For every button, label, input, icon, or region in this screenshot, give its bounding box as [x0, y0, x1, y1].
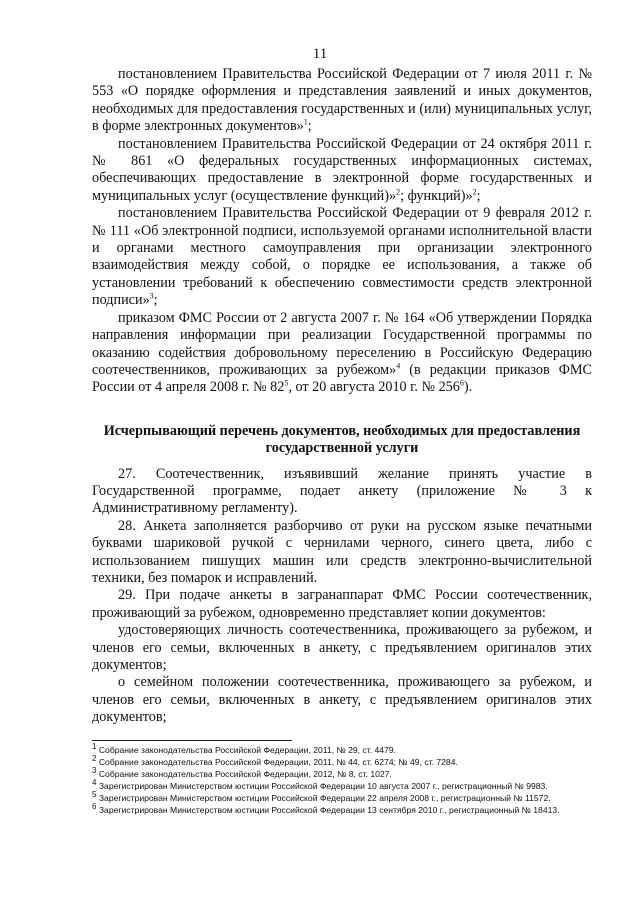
- paragraph-28: 28. Анкета заполняется разборчиво от руки на русском языке печатными буквами шариковой ручкой с чернилами черного, синего цвета, либо с использованием пишущих машин или средств электронно-вычислительной техники, без помарок и исправлений.: [92, 517, 592, 586]
- paragraph-29: 29. При подаче анкеты в загранаппарат ФМС России соотечественник, проживающий за рубежом, одновременно представляет копии документов:: [92, 587, 592, 621]
- paragraph-family-docs: о семейном положении соотечественника, проживающего за рубежом, и членов его семьи, включенных в анкету, с предъявлением оригиналов этих документов;: [92, 674, 592, 726]
- footnote: $^1$ Собрание законодательства Российской Федерации, 2011, № 29, ст. 4479.: [92, 742, 396, 755]
- paragraph-resolution-553: постановлением Правительства Российской Федерации от 7 июля 2011 г. № 553 «О порядке оформления и представления заявлений и иных документов, необходимых для предоставления государственных и (или) муниципальных услуг, в форме электронных документов»$^1$;: [92, 66, 592, 135]
- footnote-divider: [92, 740, 292, 741]
- paragraph-resolution-111: постановлением Правительства Российской Федерации от 9 февраля 2012 г. № 111 «Об электронной подписи, используемой органами исполнительной власти и органами местного самоуправления при организации электронного взаимодействия между собой, о порядке ее использования, а также об установлении требований к обеспечению совместимости средств электронной подписи»$^3$;: [92, 205, 592, 309]
- footnote: $^2$ Собрание законодательства Российской Федерации, 2011, № 44, ст. 6274; № 49, ст. 7284.: [92, 754, 458, 767]
- footnote: $^5$ Зарегистрирован Министерством юстиции Российской Федерации 22 апреля 2008 г., регистрационный № 11572.: [92, 790, 551, 803]
- paragraph-27: 27. Соотечественник, изъявивший желание принять участие в Государственной программе, подает анкету (приложение № 3 к Административному регламенту).: [92, 465, 592, 517]
- paragraph-order-164: приказом ФМС России от 2 августа 2007 г. № 164 «Об утверждении Порядка направления информации при реализации Государственной программы по оказанию содействия добровольному переселению в Российскую Федерацию соотечественников, проживающих за рубежом»$^4$ (в редакции приказов ФМС России от 4 апреля 2008 г. № $82^5$, от 20 августа 2010 г. № $256^6$).: [92, 309, 592, 396]
- footnote: $^3$ Собрание законодательства Российской Федерации, 2012, № 8, ст. 1027.: [92, 766, 392, 779]
- paragraph-identity-docs: удостоверяющих личность соотечественника, проживающего за рубежом, и членов его семьи, включенных в анкету, с предъявлением оригиналов этих документов;: [92, 622, 592, 673]
- page-number: 11: [312, 46, 328, 62]
- section-heading: Исчерпывающий перечень документов, необходимых для предоставления государственной услуги: [103, 422, 581, 457]
- footnotes: [92, 742, 592, 817]
- document-body: [92, 66, 592, 727]
- paragraph-resolution-861: постановлением Правительства Российской Федерации от 24 октября 2011 г. № 861 «О федеральных государственных информационных системах, обеспечивающих предоставление в электронной форме государственных и муниципальных услуг (осуществление функций)»$^2$; функций)»$^2$;: [92, 135, 592, 204]
- footnote: $^4$ Зарегистрирован Министерством юстиции Российской Федерации 10 августа 2007 г., регистрационный № 9983.: [92, 778, 548, 791]
- footnote: $^6$ Зарегистрирован Министерством юстиции Российской Федерации 13 сентября 2010 г., регистрационный № 18413.: [92, 802, 560, 815]
